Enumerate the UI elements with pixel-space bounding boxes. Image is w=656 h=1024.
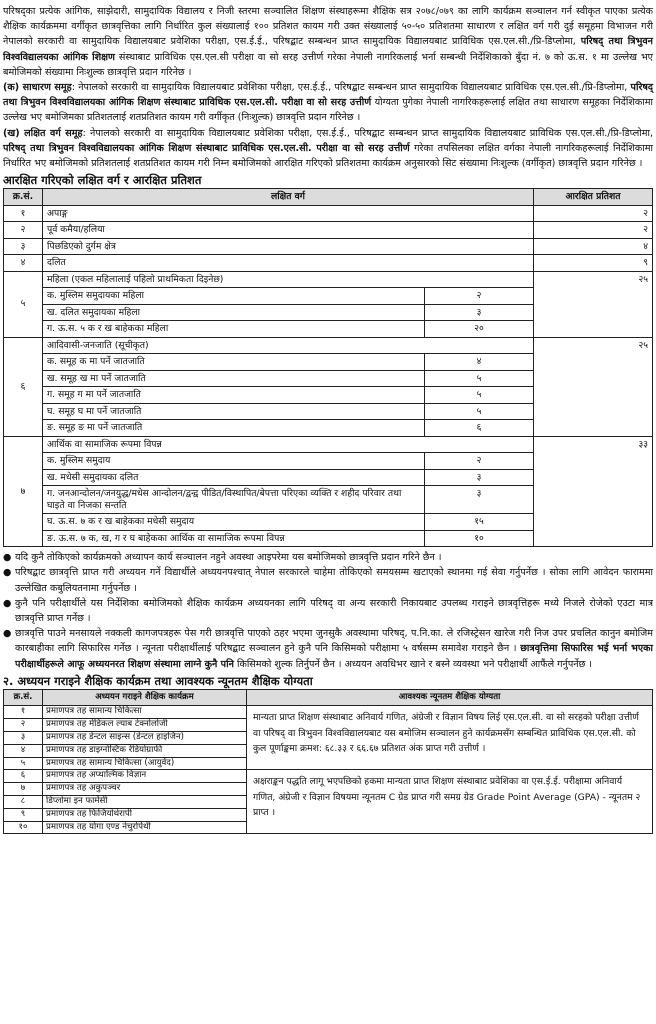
row-sn: १ [4,205,43,222]
intro-paragraph-targeted: (ख) लक्षित वर्ग समूह: नेपालको सरकारी वा सामुदायिक विद्यालयबाट प्रवेशिका परीक्षा, एस.ई.ई., परिषद्बाट सम्बन्धन प्राप्त सामुदायिक विद्यालयबाट प्राविधिक एस.एल.सी./प्रि-डिप्लोमा, परिषद् तथा त्रिभुवन विश्वविद्यालयका आंगिक शिक्षण संस्थाबाट प्राविधिक एस.एल.सी. परीक्षा वा सो सरह उत्तीर्ण गरेका तपसिलका लक्षित वर्गका नेपाली नागरिकहरूलाई निर्देशिकामा निर्धारित भए बमोजिमको प्रतिशतलाई शतप्रतिशत कायम गरी निम्न बमोजिमको आरक्षित गरिएको प्रतिशतमा कार्यक्रम अनुसारको सिट संख्यामा निःशुल्क (वर्गीकृत) छात्रवृत्ति प्रदान गरिनेछ । [3,127,653,170]
programs-table-header [4,689,653,706]
list-item [3,626,653,672]
sub-pct: २ [425,288,534,305]
row-sn: ३ [4,731,43,744]
sub-label: ग. ऊ.स. ५ क र ख बाहेकका महिला [43,321,425,338]
table-row [4,436,653,453]
program-name: प्रमाणपत्र तह डेन्टल साइन्स (डेन्टल हाइजिन) [43,731,247,744]
sub-label: ङ. ऊ.स. ७ क, ख, ग र घ बाहेकका आर्थिक वा सामाजिक रूपमा विपन्न [43,530,425,547]
sub-pct: १५ [425,514,534,531]
row-sn: ७ [4,783,43,796]
row-sn: ४ [4,255,43,272]
table-row [4,238,653,255]
note-text: छात्रवृत्ति पाउने मनसायले नक्कली कागजपत्रहरू पेस गरी छात्रवृत्ति पाएको ठहर भएमा जुनसुकै अवस्थामा परिषद्, प.नि.का. ले रजिस्ट्रेसन खारेज गरी निज उपर प्रचलित कानुन बमोजिम कारबाहीका लागि सिफारिस गर्नेछ । न्यूनता परीक्षार्थीलाई परिषद्बाट सञ्चालन हुने कुनै पनि किसिमको परीक्षामा ५ वर्षसम्म समावेश गराइने छैन । छात्रवृत्तिमा सिफारिस भई भर्ना भएका परीक्षार्थीहरूले आफू अध्ययनरत शिक्षण संस्थामा लाग्ने कुनै पनि किसिमको शुल्क तिर्नुपर्ने छैन । अध्ययन अवधिभर खाने र बस्ने व्यवस्था भने परीक्षार्थी आफैंले गर्नुपर्नेछ । [15,628,653,670]
row-sn: ४ [4,744,43,757]
sub-pct: ५ [425,387,534,404]
row-sn: ८ [4,795,43,808]
table-row [4,222,653,239]
reserved-table [3,188,653,547]
col-group: लक्षित वर्ग [43,189,534,206]
group-pct: २५ [534,271,653,337]
row-sn: २ [4,222,43,239]
sub-label: क. मुस्लिम समुदाय [43,453,425,470]
group-label: महिला (एकल महिलालाई पहिलो प्राथमिकता दिइनेछ) [43,271,534,288]
table-row [4,271,653,288]
note-text: परिषद्बाट छात्रवृत्ति प्राप्त गरी अध्ययन गर्ने विद्यार्थीले अध्ययनपश्चात् नेपाल सरकारले चाहेमा तोकिएको समयसम्म खटाएको स्थानमा गई सेवा गर्नुपर्नेछ । सोका लागि आवेदन फाराममा उल्लेखित कबुलियतनामा गर्नुपर्नेछ । [15,567,653,594]
intro-paragraph-1: परिषद्का प्रत्येक आंगिक, साझेदारी, सामुदायिक विद्यालय र निजी स्तरमा सञ्चालित शिक्षण संस्थाहरूमा शैक्षिक सत्र २०७८/०७९ का लागि कार्यक्रम सञ्चालन गर्न स्वीकृत पाएका प्रत्येक शैक्षिक कार्यक्रममा वर्गीकृत छात्रवृत्तिका लागि निर्धारित कुल संख्यालाई १०० प्रतिशत कायम गरी उक्त संख्यालाई ५०-५० प्रतिशतमा साधारण र लक्षित वर्ग गरी दुई समूहमा विभाजन गरी नेपालको सरकारी वा सामुदायिक विद्यालयबाट प्रवेशिका परीक्षा, एस.ई.ई., परिषद्बाट सम्बन्धन प्राप्त सामुदायिक विद्यालयबाट प्राविधिक एस.एल.सी./प्रि-डिप्लोमा, परिषद् तथा त्रिभुवन विश्वविद्यालयका आंगिक शिक्षण संस्थाबाट प्राविधिक एस.एल.सी परीक्षा वा सो सरह उत्तीर्ण गरेका नेपाली नागरिकलाई भर्ना सम्बन्धी निर्देशिकाको बुँदा नं. ७ को ऊ.स. १ मा उल्लेख भए बमोजिमको संख्यामा निःशुल्क छात्रवृत्ति प्रदान गरिनेछ । [3,6,653,78]
list-item [3,550,653,565]
group-label: आदिवासी-जनजाति (सूचीकृत) [43,337,534,354]
program-name: प्रमाणपत्र तह फिजियोथेरापी [43,808,247,821]
sub-pct: ६ [425,420,534,437]
row-sn: ५ [4,271,43,337]
program-name: प्रमाणपत्र तह सामान्य चिकित्सा [43,706,247,719]
group-pct: ३३ [534,436,653,547]
row-sn: ६ [4,770,43,783]
table-row [4,770,653,783]
sub-label: ख. समूह ख मा पर्ने जातजाति [43,370,425,387]
row-sn: ९ [4,808,43,821]
group-label: आर्थिक वा सामाजिक रूपमा विपन्न [43,436,534,453]
programs-heading: २. अध्ययन गराइने शैक्षिक कार्यक्रम तथा आवश्यक न्यूनतम शैक्षिक योग्यता [3,673,313,688]
note-text: कुनै पनि परीक्षार्थीले यस निर्देशिका बमोजिमको शैक्षिक कार्यक्रम अध्ययनका लागि परिषद् वा अन्य सरकारी निकायबाट उपलब्ध गराइने छात्रवृत्तिहरू मध्ये निजले रोजेको एउटा मात्र छात्रवृत्ति प्राप्त गर्नेछ । [15,597,653,625]
row-sn: १० [4,821,43,834]
sub-label: ग. समूह ग मा पर्ने जातजाति [43,387,425,404]
sub-pct: १० [425,530,534,547]
row-pct: २ [534,222,653,239]
qualification-2: अक्षराङ्कन पद्धति लागू भएपछिको हकमा मान्यता प्राप्त शिक्षण संस्थाबाट प्रवेशिका वा एस.ई.ई. परीक्षामा अनिवार्य गणित, अंग्रेजी र विज्ञान विषयमा न्यूनतम C ग्रेड प्राप्त गरी समग्र ग्रेड Grade Point Average (GPA) - न्यूनतम २ प्राप्त । [247,770,653,834]
sub-label: ख. दलित समुदायका महिला [43,304,425,321]
sub-pct: ५ [425,370,534,387]
program-name: प्रमाणपत्र तह सामान्य चिकित्सा (आयुर्वेद) [43,757,247,770]
table-row [4,205,653,222]
sub-label: ङ. समूह ङ मा पर्ने जातजाति [43,420,425,437]
row-sn: ३ [4,238,43,255]
bullet-icon: ● [3,628,12,640]
bullet-icon: ● [3,597,12,609]
program-name: प्रमाणपत्र तह योगा एण्ड नेचुरोपेथी [43,821,247,834]
row-sn: ७ [4,436,43,547]
row-label: दलित [43,255,534,272]
sub-pct: ५ [425,403,534,420]
program-name: प्रमाणपत्र तह अप्थाल्मिक विज्ञान [43,770,247,783]
col-pct: आरक्षित प्रतिशत [534,189,653,206]
row-pct: ९ [534,255,653,272]
table-row [4,337,653,354]
reserved-heading: आरक्षित गरिएको लक्षित वर्ग र आरक्षित प्रतिशत [3,173,202,188]
bullet-icon: ● [3,552,12,564]
sub-label: ख. मधेसी समुदायका दलित [43,469,425,486]
col-sn: क्र.सं. [4,189,43,206]
row-label: अपाङ्ग [43,205,534,222]
row-sn: ५ [4,757,43,770]
sub-label: क. मुस्लिम समुदायका महिला [43,288,425,305]
program-name: प्रमाणपत्र तह डाइग्नोस्टिक रेडियोग्राफी [43,744,247,757]
row-sn: ६ [4,337,43,436]
sub-label: घ. समूह घ मा पर्ने जातजाति [43,403,425,420]
program-name: प्रमाणपत्र तह मेडिकल ल्याब टेक्नोलोजी [43,719,247,732]
table-row [4,255,653,272]
row-sn: १ [4,706,43,719]
program-name: डिप्लोमा इन फार्मेसी [43,795,247,808]
row-sn: २ [4,719,43,732]
sub-label: ग. जनआन्दोलन/जनयुद्ध/मधेस आन्दोलन/द्वन्द्व पीडित/विस्थापित/बेपत्ता परिएका व्यक्ति र शहीद परिवार तथा घाइते वा निजका सन्तति [43,486,425,514]
program-name: प्रमाणपत्र तह अकुपञ्चर [43,783,247,796]
col-qual: आवश्यक न्यूनतम शैक्षिक योग्यता [247,689,653,706]
row-pct: ४ [534,238,653,255]
sub-pct: ३ [425,469,534,486]
notes-list [3,550,653,672]
bullet-icon: ● [3,567,12,579]
note-text: यदि कुनै तोकिएको कार्यक्रमको अध्यापन कार्य सञ्चालन नहुने अवस्था आइपरेमा यस बमोजिमको छात्रवृत्ति प्रदान गरिने छैन । [15,552,442,564]
list-item [3,565,653,595]
intro-paragraph-general: (क) साधारण समूह: नेपालको सरकारी वा सामुदायिक विद्यालयबाट प्रवेशिका परीक्षा, एस.ई.ई., परिषद्बाट सम्बन्धन प्राप्त सामुदायिक विद्यालयबाट प्राविधिक एस.एल.सी./प्रि-डिप्लोमा, परिषद् तथा त्रिभुवन विश्वविद्यालयका आंगिक शिक्षण संस्थाबाट प्राविधिक एस.एल.सी. परीक्षा वा सो सरह उत्तीर्ण योग्यता पुगेका नेपाली नागरिकहरूलाई लक्षित तथा साधारण समूहका निर्देशिकामा उल्लेख भए बमोजिमका प्रतिशतलाई शतप्रतिशत कायम गरी वर्गीकृत (निःशुल्क) छात्रवृत्ति प्रदान गरिनेछ । [3,82,654,124]
sub-pct: २० [425,321,534,338]
sub-pct: ३ [425,486,534,514]
table-row [4,706,653,719]
col-program: अध्ययन गराइने शैक्षिक कार्यक्रम [43,689,247,706]
row-pct: २ [534,205,653,222]
sub-label: क. समूह क मा पर्ने जातजाति [43,354,425,371]
list-item [3,596,653,626]
sub-pct: ४ [425,354,534,371]
sub-label: घ. ऊ.स. ७ क र ख बाहेकका मधेसी समुदाय [43,514,425,531]
col-sn: क्र.सं. [4,689,43,706]
reserved-table-header [4,189,653,206]
qualification-1: मान्यता प्राप्त शिक्षण संस्थाबाट अनिवार्य गणित, अंग्रेजी र विज्ञान विषय लिई एस.एल.सी. वा सो सरहको परीक्षा उत्तीर्ण वा परिषद् वा त्रिभुवन विश्वविद्यालयबाट यस बमोजिम सञ्चालन हुने कार्यक्रमसँग सम्बन्धित प्राविधिक एस.एल.सी. को कुल पूर्णाङ्कमा क्रमश: ६८.३३ र ६६.६७ प्रतिशत अंक प्राप्त गरी उत्तीर्ण । [247,706,653,770]
row-label: पिछडिएको दुर्गम क्षेत्र [43,238,534,255]
group-pct: २५ [534,337,653,436]
sub-pct: ३ [425,304,534,321]
programs-table [3,689,653,834]
sub-pct: २ [425,453,534,470]
row-label: पूर्व कमैया/हलिया [43,222,534,239]
